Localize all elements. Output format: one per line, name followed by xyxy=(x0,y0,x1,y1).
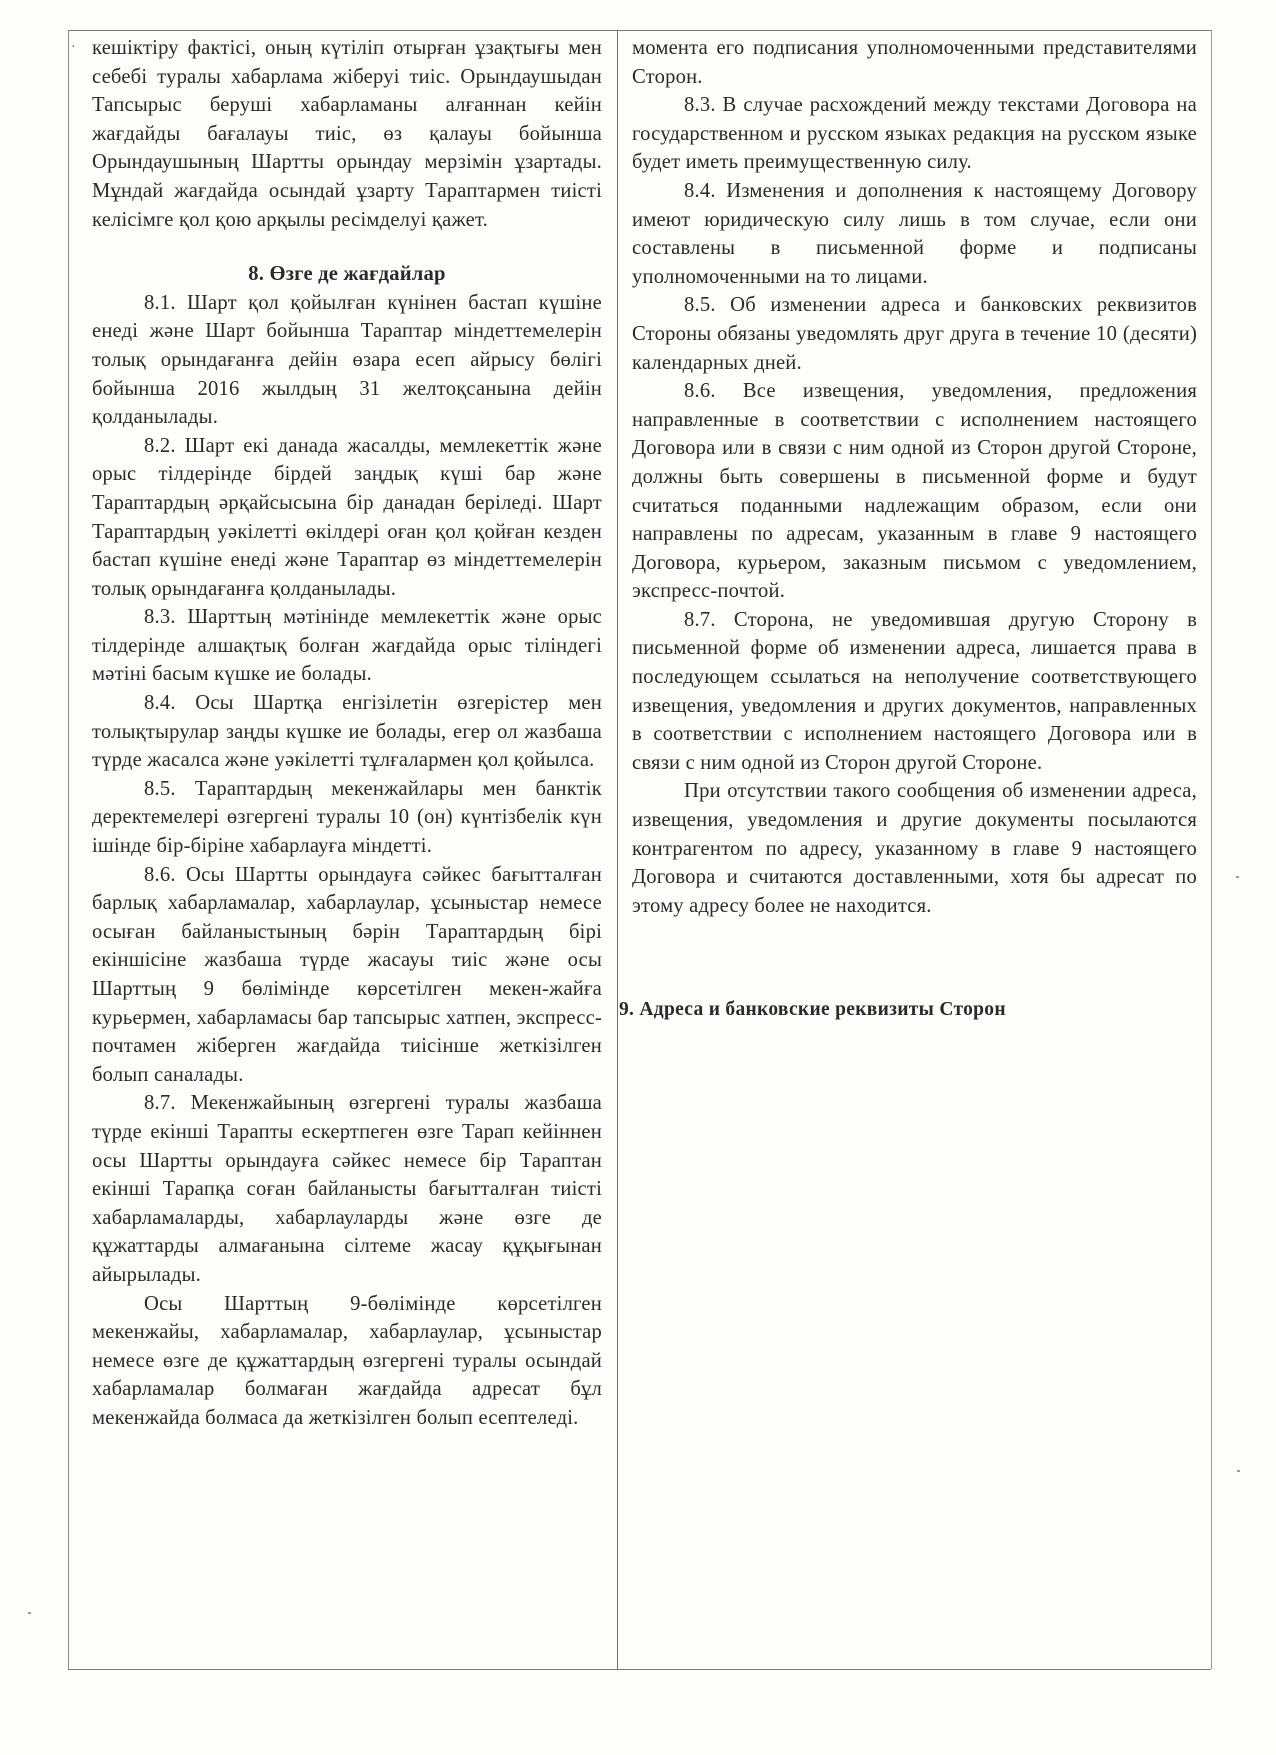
clause-8-7-addendum-ru: При отсутствии такого сообщения об изменении адреса, извещения, уведомления и другие документы посылаются контрагентом по адресу, указанному в главе 9 настоящего Договора и считаются доставленными, хотя бы адресат по этому адресу более не находится. xyxy=(632,780,1197,917)
clause-8-1-kz: 8.1. Шарт қол қойылған күнінен бастап күшіне енеді және Шарт бойынша Тараптар міндеттемелерін толық орындағанға дейін өзара есеп айрысу бөлігі бойынша 2016 жылдың 31 желтоқсанына дейін қолданылады. xyxy=(92,291,602,429)
scan-speck xyxy=(1236,876,1239,878)
section-9-title-ru: 9. Адреса и банковские реквизиты Сторон xyxy=(619,999,1006,1021)
scan-mark: · xyxy=(71,40,76,55)
russian-column xyxy=(619,34,1197,1024)
scan-speck xyxy=(28,1612,31,1614)
clause-8-7-kz: 8.7. Мекенжайының өзгергені туралы жазбаша түрде екінші Тарапты ескертпеген өзге Тарап кейіннен осы Шартты орындауға сәйкес немесе бір Тараптан екінші Тарапқа соған байланысты бағытталған тиісті хабарламаларды, хабарлауларды және өзге де құжаттарды алмағанына сілтеме жасау құқығынан айырылады. xyxy=(92,1092,602,1286)
continuation-paragraph-ru: момента его подписания уполномоченными представителями Сторон. xyxy=(632,37,1197,88)
continuation-paragraph: кешіктіру фактісі, оның күтіліп отырған ұзақтығы мен себебі туралы хабарлама жіберуі тиіс. Орындаушыдан Тапсырыс беруші хабарламаны алғаннан кейін жағдайды бағалауы тиіс, өз қалауы бойынша Орындаушының Шартты орындау мерзімін ұзартады. Мұндай жағдайда осындай ұзарту Тараптармен тиісті келісімге қол қою арқылы ресімделуі қажет. xyxy=(92,37,602,231)
clause-8-5-ru: 8.5. Об изменении адреса и банковских реквизитов Стороны обязаны уведомлять друг друга в течение 10 (десяти) календарных дней. xyxy=(632,294,1197,374)
clause-8-7-ru: 8.7. Сторона, не уведомившая другую Сторону в письменной форме об изменении адреса, лишается права в последующем ссылаться на неполучение соответствующего извещения, уведомления и других документов, направленных в соответствии с исполнением настоящего Договора или в связи с ним одной из Сторон другой Стороне. xyxy=(632,608,1197,774)
clause-8-5-kz: 8.5. Тараптардың мекенжайлары мен банктік деректемелері өзгергені туралы 10 (он) күнтізбелік күн ішінде бір-біріне хабарлауға міндетті. xyxy=(92,777,602,858)
clause-8-4-ru: 8.4. Изменения и дополнения к настоящему Договору имеют юридическую силу лишь в том случае, если они составлены в письменной форме и подписаны уполномоченными на то лицами. xyxy=(632,179,1197,288)
column-divider xyxy=(617,30,618,1669)
table-border-left xyxy=(68,30,69,1669)
clause-8-2-kz: 8.2. Шарт екі данада жасалды, мемлекеттік және орыс тілдерінде бірдей заңдық күші бар және Тараптардың әрқайсысына бір данадан беріледі. Шарт Тараптардың уәкілетті өкілдері оған қол қойған кезден бастап күшіне енеді және Тараптар өз міндеттемелерін толық орындағанға қолданылады. xyxy=(92,434,602,600)
clause-8-3-ru: 8.3. В случае расхождений между текстами Договора на государственном и русском языках редакция на русском языке будет иметь преимущественную силу. xyxy=(632,94,1197,174)
table-border-right xyxy=(1211,30,1212,1669)
clause-8-6-ru: 8.6. Все извещения, уведомления, предложения направленные в соответствии с исполнением настоящего Договора или в связи с ним одной из Сторон другой Стороне, должны быть совершены в письменной форме и будут считаться поданными надлежащим образом, если они направлены по адресам, указанным в главе 9 настоящего Договора, курьером, заказным письмом с уведомлением, экспресс-почтой. xyxy=(632,380,1197,603)
section-8-title-kz: 8. Өзге де жағдайлар xyxy=(248,263,446,286)
kazakh-column xyxy=(92,34,602,1433)
table-border-top xyxy=(68,30,1211,31)
clause-8-7-addendum-kz: Осы Шарттың 9-бөлімінде көрсетілген мекенжайы, хабарламалар, хабарлаулар, ұсыныстар немесе өзге де құжаттардың өзгергені туралы осындай хабарламалар болмаған жағдайда адресат бұл мекенжайда болмаса да жеткізілген болып есептеледі. xyxy=(92,1292,602,1429)
scan-speck xyxy=(1237,1470,1240,1472)
clause-8-6-kz: 8.6. Осы Шартты орындауға сәйкес бағытталған барлық хабарламалар, хабарлаулар, ұсыныстар немесе осыған байланыстының бәрін Тараптардың бірі екіншісіне жазбаша түрде жасауы тиіс және осы Шарттың 9 бөлімінде көрсетілген мекен-жайға курьермен, хабарламасы бар тапсырыс хатпен, экспресс-почтамен жіберген жағдайда тиісінше жеткізілген болып саналады. xyxy=(92,863,602,1086)
clause-8-4-kz: 8.4. Осы Шартқа енгізілетін өзгерістер мен толықтырулар заңды күшке ие болады, егер ол жазбаша түрде жасалса және уәкілетті тұлғалармен қол қойылса. xyxy=(92,692,602,772)
clause-8-3-kz: 8.3. Шарттың мәтінінде мемлекеттік және орыс тілдерінде алшақтық болған жағдайда орыс тіліндегі мәтіні басым күшке ие болады. xyxy=(92,606,602,686)
table-border-bottom xyxy=(68,1669,1211,1670)
